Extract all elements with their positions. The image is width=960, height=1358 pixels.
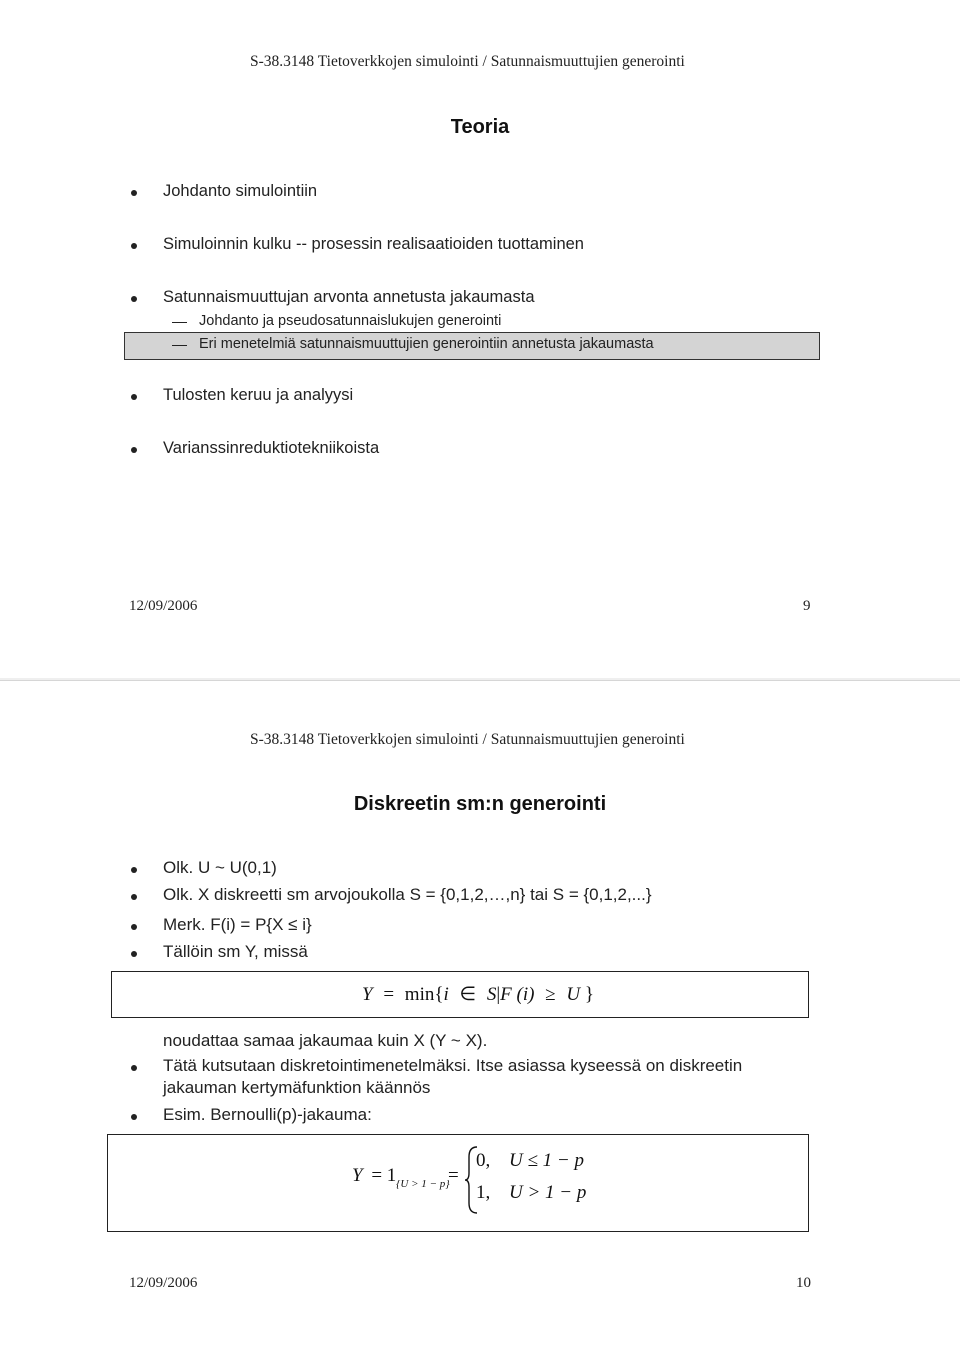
slide-header: S-38.3148 Tietoverkkojen simulointi / Satunnaismuuttujien generointi xyxy=(250,731,685,748)
footer-date: 12/09/2006 xyxy=(129,1275,198,1291)
formula-var-u: U xyxy=(566,984,581,1005)
formula-var-i: i xyxy=(443,984,449,1005)
formula-var-s: S xyxy=(486,984,497,1005)
formula-indicator-one: = 1 xyxy=(371,1165,397,1186)
formula-arg: (i) xyxy=(516,984,535,1005)
bullet-dot xyxy=(131,924,137,930)
bullet-item-continued: jakauman kertymäfunktion käännös xyxy=(163,1078,431,1097)
footer-date: 12/09/2006 xyxy=(129,598,198,614)
bullet-item: Varianssinreduktiotekniikoista xyxy=(163,439,380,457)
formula-eq: = xyxy=(448,1165,459,1186)
bullet-dot xyxy=(131,243,137,249)
formula-case-1 xyxy=(476,1150,584,1172)
note-text: noudattaa samaa jakaumaa kuin X (Y ~ X). xyxy=(163,1031,488,1050)
bullet-item: Simuloinnin kulku -- prosessin realisaatioiden tuottaminen xyxy=(163,235,584,253)
bullet-item: Olk. U ~ U(0,1) xyxy=(163,858,277,877)
bullet-dot xyxy=(131,894,137,900)
bullet-dot xyxy=(131,296,137,302)
slide-10 xyxy=(0,680,960,1358)
sub-bullet-item-highlighted: Eri menetelmiä satunnaismuuttujien generointiin annetusta jakaumasta xyxy=(199,336,654,352)
formula-ge-symbol: ≥ xyxy=(545,984,556,1005)
formula-min xyxy=(362,983,594,1006)
bullet-item: Tätä kutsutaan diskretointimenetelmäksi. Itse asiassa kyseessä on diskreetin xyxy=(163,1056,743,1075)
formula-in-symbol: ∈ xyxy=(459,984,477,1005)
bullet-item: Esim. Bernoulli(p)-jakauma: xyxy=(163,1105,372,1124)
formula-eq: = xyxy=(383,984,395,1005)
bullet-item: Tulosten keruu ja analyysi xyxy=(163,386,354,404)
formula-var-y: Y xyxy=(352,1165,363,1186)
formula-box-bernoulli xyxy=(107,1134,809,1232)
sub-bullet-dash xyxy=(172,322,187,323)
case-2-condition: U > 1 − p xyxy=(509,1182,587,1203)
formula-min-func: min{ xyxy=(404,984,444,1005)
case-1-condition: U ≤ 1 − p xyxy=(509,1150,584,1171)
formula-indicator-subscript: {U > 1 − p} xyxy=(396,1178,450,1190)
bullet-dot xyxy=(131,951,137,957)
bullet-dot xyxy=(131,867,137,873)
formula-case-2 xyxy=(476,1182,586,1204)
bullet-dot xyxy=(131,190,137,196)
sub-bullet-item: Johdanto ja pseudosatunnaislukujen generointi xyxy=(199,313,502,329)
case-2-value: 1, xyxy=(476,1182,491,1203)
bullet-item: Johdanto simulointiin xyxy=(163,182,318,200)
sub-bullet-dash xyxy=(172,345,187,346)
bullet-dot xyxy=(131,1114,137,1120)
bullet-dot xyxy=(131,447,137,453)
slide-title: Teoria xyxy=(450,116,510,138)
page-number: 10 xyxy=(796,1275,811,1291)
formula-var-y: Y xyxy=(362,984,373,1005)
page-number: 9 xyxy=(803,598,811,614)
formula-close-brace: } xyxy=(584,984,594,1005)
slide-title: Diskreetin sm:n generointi xyxy=(353,793,607,815)
bullet-item: Satunnaismuuttujan arvonta annetusta jakaumasta xyxy=(163,288,535,306)
bullet-item: Tällöin sm Y, missä xyxy=(163,942,308,961)
bullet-dot xyxy=(131,1065,137,1071)
bullet-item: Olk. X diskreetti sm arvojoukolla S = {0,1,2,…,n} tai S = {0,1,2,...} xyxy=(163,885,652,904)
formula-bar: | xyxy=(496,984,501,1005)
formula-func-f: F xyxy=(500,984,512,1005)
case-1-value: 0, xyxy=(476,1150,491,1171)
formula-bernoulli-lhs xyxy=(352,1165,396,1187)
formula-box-min xyxy=(111,971,809,1018)
slide-header: S-38.3148 Tietoverkkojen simulointi / Satunnaismuuttujien generointi xyxy=(250,53,685,70)
bullet-item: Merk. F(i) = P{X ≤ i} xyxy=(163,915,312,934)
bullet-dot xyxy=(131,394,137,400)
